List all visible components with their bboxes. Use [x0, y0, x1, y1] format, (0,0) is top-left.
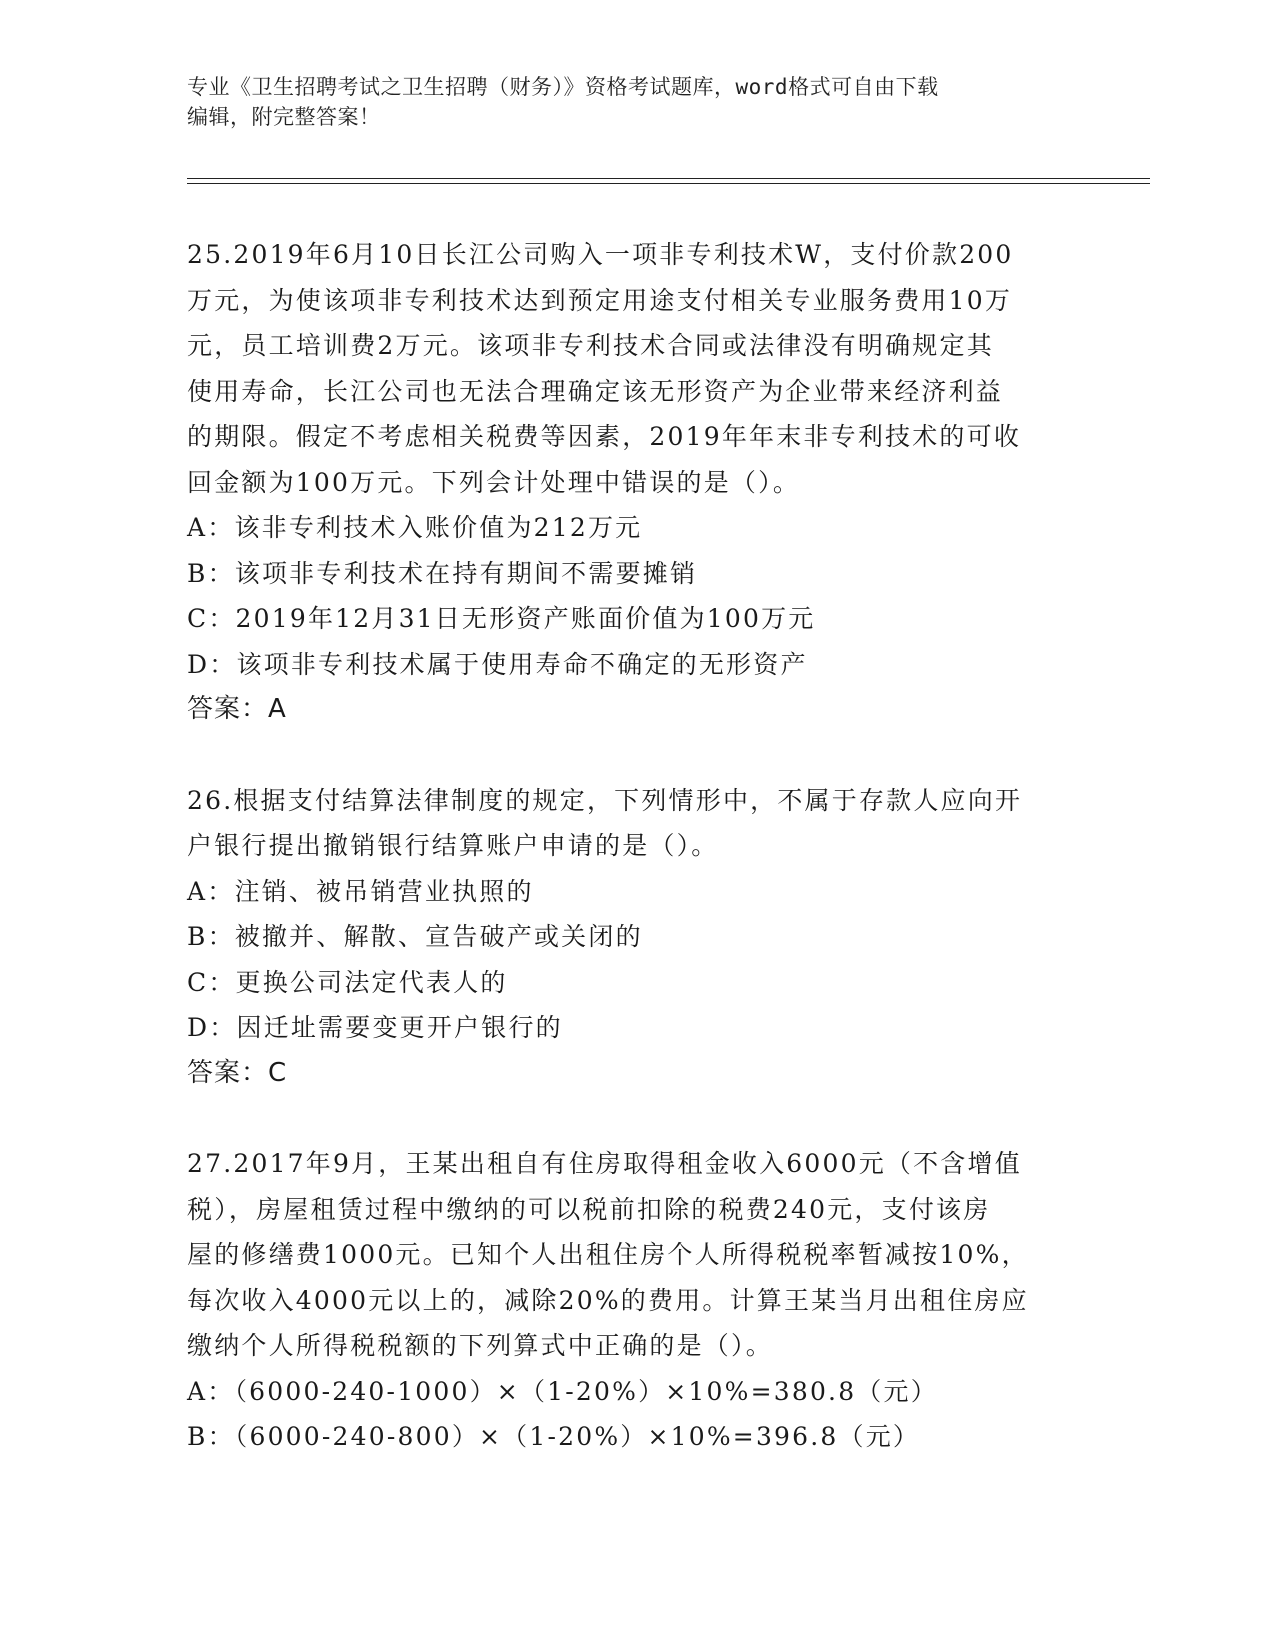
- question-stem: [187, 232, 1087, 505]
- question-stem: [187, 778, 1087, 869]
- question-stem: [187, 1141, 1087, 1369]
- header-line-2: 编辑，附完整答案！: [187, 105, 381, 129]
- answer-label: 答案：A: [187, 694, 287, 724]
- stem-line: 使用寿命，长江公司也无法合理确定该无形资产为企业带来经济利益: [187, 376, 1004, 406]
- stem-line: 屋的修缮费1000元。已知个人出租住房个人所得税税率暂减按10%，: [187, 1240, 1029, 1269]
- answer-label: 答案：C: [187, 1057, 288, 1088]
- stem-line: 26.根据支付结算法律制度的规定，下列情形中，不属于存款人应向开: [187, 785, 1023, 815]
- option-b: B：（6000-240-800）×（1-20%）×10%=396.8（元）: [187, 1422, 921, 1451]
- question-27: [187, 1141, 1087, 1460]
- stem-line: 万元，为使该项非专利技术达到预定用途支付相关专业服务费用10万: [187, 285, 1013, 315]
- stem-line: 的期限。假定不考虑相关税费等因素，2019年年末非专利技术的可收: [187, 422, 1022, 451]
- option-d: D：因迁址需要变更开户银行的: [187, 1013, 563, 1042]
- stem-line: 每次收入4000元以上的，减除20%的费用。计算王某当月出租住房应: [187, 1285, 1029, 1315]
- header-divider-top: [187, 178, 1150, 179]
- question-26: [187, 778, 1087, 1097]
- stem-line: 27.2017年9月，王某出租自有住房取得租金收入6000元（不含增值: [187, 1149, 1022, 1178]
- stem-line: 25.2019年6月10日长江公司购入一项非专利技术W，支付价款200: [187, 240, 1014, 269]
- question-25: [187, 232, 1087, 733]
- stem-line: 回金额为100万元。下列会计处理中错误的是（）。: [187, 467, 801, 497]
- option-a: A：该非专利技术入账价值为212万元: [187, 513, 643, 542]
- header-divider-bottom: [187, 183, 1150, 184]
- option-a: A：注销、被吊销营业执照的: [187, 876, 534, 906]
- option-a: A：（6000-240-1000）×（1-20%）×10%=380.8（元）: [187, 1376, 938, 1406]
- stem-line: 户银行提出撤销银行结算账户申请的是（）。: [187, 831, 719, 860]
- stem-line: 缴纳个人所得税税额的下列算式中正确的是（）。: [187, 1331, 773, 1360]
- option-b: B：被撤并、解散、宣告破产或关闭的: [187, 922, 643, 951]
- option-d: D：该项非专利技术属于使用寿命不确定的无形资产: [187, 649, 808, 679]
- document-header: [187, 72, 1067, 132]
- question-list: [187, 232, 1087, 1505]
- option-c: C：更换公司法定代表人的: [187, 967, 508, 997]
- option-c: C：2019年12月31日无形资产账面价值为100万元: [187, 604, 816, 633]
- stem-line: 元，员工培训费2万元。该项非专利技术合同或法律没有明确规定其: [187, 331, 994, 360]
- option-b: B：该项非专利技术在持有期间不需要摊销: [187, 558, 698, 588]
- header-line-1: 专业《卫生招聘考试之卫生招聘（财务）》资格考试题库，word格式可自由下载: [187, 75, 939, 99]
- stem-line: 税），房屋租赁过程中缴纳的可以税前扣除的税费240元，支付该房: [187, 1194, 991, 1224]
